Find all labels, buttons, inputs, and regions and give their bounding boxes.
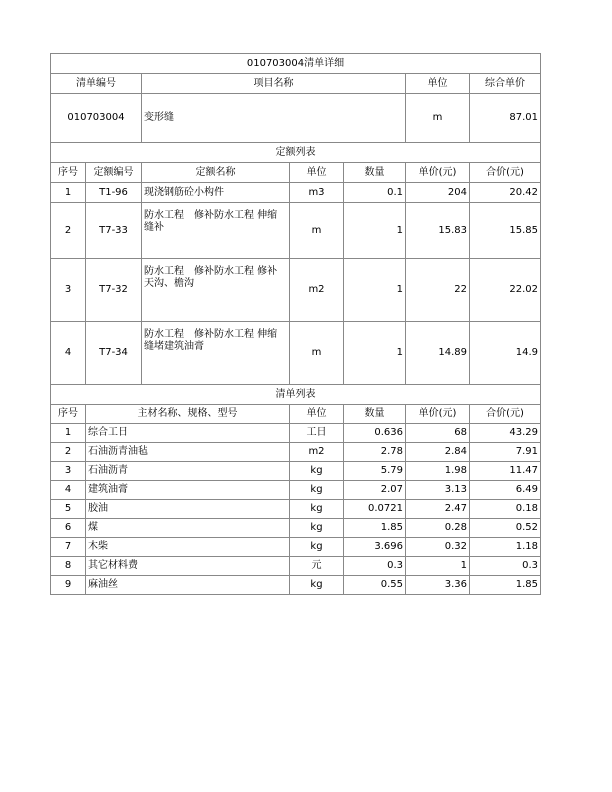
material-qty: 3.696 [344,538,406,557]
quota-name: 防水工程 修补防水工程 伸缩缝补 [142,203,290,259]
bill-name: 变形缝 [142,94,406,143]
quota-total: 20.42 [470,183,541,203]
quota-unit: m [290,203,344,259]
sheet-title: 010703004清单详细 [51,54,541,74]
quota-total-header: 合价(元) [470,163,541,183]
material-unit-price: 3.13 [406,481,470,500]
material-name: 石油沥青油毡 [86,443,290,462]
material-unit: kg [290,538,344,557]
material-name: 建筑油膏 [86,481,290,500]
quota-name-header: 定额名称 [142,163,290,183]
material-qty: 2.78 [344,443,406,462]
material-unit-header: 单位 [290,405,344,424]
material-unit: kg [290,576,344,595]
material-row [51,576,541,595]
material-unit: kg [290,500,344,519]
material-qty: 0.3 [344,557,406,576]
material-total-header: 合价(元) [470,405,541,424]
bill-code-header: 清单编号 [51,74,142,94]
material-seq: 4 [51,481,86,500]
material-qty: 2.07 [344,481,406,500]
material-name: 胶油 [86,500,290,519]
material-row [51,519,541,538]
bill-code: 010703004 [51,94,142,143]
material-seq: 6 [51,519,86,538]
quota-row [51,322,541,385]
material-row [51,481,541,500]
material-unit-price-header: 单价(元) [406,405,470,424]
quota-unit-price-header: 单价(元) [406,163,470,183]
quota-code: T7-32 [86,259,142,322]
material-row [51,462,541,481]
material-seq: 9 [51,576,86,595]
material-seq: 1 [51,424,86,443]
material-qty: 1.85 [344,519,406,538]
quota-seq: 2 [51,203,86,259]
quota-qty: 1 [344,259,406,322]
material-qty: 0.55 [344,576,406,595]
material-unit: m2 [290,443,344,462]
quota-unit-header: 单位 [290,163,344,183]
material-name-header: 主材名称、规格、型号 [86,405,290,424]
quota-total: 15.85 [470,203,541,259]
quota-row [51,259,541,322]
quota-name: 现浇钢筋砼小构件 [142,183,290,203]
material-total: 6.49 [470,481,541,500]
bill-unit-header: 单位 [406,74,470,94]
material-qty-header: 数量 [344,405,406,424]
quota-total: 14.9 [470,322,541,385]
bill-detail-table [50,53,541,595]
quota-section-title: 定额列表 [51,143,541,163]
material-total: 0.18 [470,500,541,519]
material-seq: 3 [51,462,86,481]
material-total: 43.29 [470,424,541,443]
material-total: 0.52 [470,519,541,538]
materials-header-row [51,405,541,424]
material-total: 1.85 [470,576,541,595]
quota-qty: 0.1 [344,183,406,203]
material-row [51,424,541,443]
quota-seq: 3 [51,259,86,322]
material-unit: kg [290,481,344,500]
material-unit: kg [290,519,344,538]
quota-seq: 1 [51,183,86,203]
material-unit-price: 3.36 [406,576,470,595]
material-unit-price: 1.98 [406,462,470,481]
quota-name: 防水工程 修补防水工程 伸缩缝堵建筑油膏 [142,322,290,385]
material-name: 其它材料费 [86,557,290,576]
material-row [51,500,541,519]
material-name: 石油沥青 [86,462,290,481]
material-unit: kg [290,462,344,481]
material-name: 木柴 [86,538,290,557]
bill-price-header: 综合单价 [470,74,541,94]
material-name: 麻油丝 [86,576,290,595]
material-row [51,557,541,576]
material-row [51,538,541,557]
material-name: 煤 [86,519,290,538]
quota-unit: m [290,322,344,385]
quota-total: 22.02 [470,259,541,322]
material-seq: 7 [51,538,86,557]
material-row [51,443,541,462]
quota-qty: 1 [344,322,406,385]
material-unit-price: 2.47 [406,500,470,519]
quota-unit: m3 [290,183,344,203]
material-qty: 5.79 [344,462,406,481]
bill-unit: m [406,94,470,143]
material-seq-header: 序号 [51,405,86,424]
quota-seq-header: 序号 [51,163,86,183]
quota-code: T1-96 [86,183,142,203]
material-name: 综合工日 [86,424,290,443]
bill-name-header: 项目名称 [142,74,406,94]
material-unit-price: 0.28 [406,519,470,538]
quota-name: 防水工程 修补防水工程 修补天沟、檐沟 [142,259,290,322]
quota-row [51,183,541,203]
quota-unit-price: 204 [406,183,470,203]
material-unit-price: 1 [406,557,470,576]
quota-header-row [51,163,541,183]
material-seq: 8 [51,557,86,576]
material-qty: 0.0721 [344,500,406,519]
quota-code: T7-34 [86,322,142,385]
material-unit-price: 0.32 [406,538,470,557]
quota-qty: 1 [344,203,406,259]
material-unit-price: 68 [406,424,470,443]
material-total: 0.3 [470,557,541,576]
material-unit: 工日 [290,424,344,443]
material-seq: 2 [51,443,86,462]
material-qty: 0.636 [344,424,406,443]
material-unit-price: 2.84 [406,443,470,462]
quota-unit: m2 [290,259,344,322]
quota-seq: 4 [51,322,86,385]
quota-row [51,203,541,259]
material-total: 11.47 [470,462,541,481]
quota-code-header: 定额编号 [86,163,142,183]
material-seq: 5 [51,500,86,519]
quota-code: T7-33 [86,203,142,259]
material-total: 7.91 [470,443,541,462]
quota-unit-price: 15.83 [406,203,470,259]
materials-section-title: 清单列表 [51,385,541,405]
quota-unit-price: 14.89 [406,322,470,385]
bill-price: 87.01 [470,94,541,143]
quota-qty-header: 数量 [344,163,406,183]
quota-unit-price: 22 [406,259,470,322]
material-unit: 元 [290,557,344,576]
material-total: 1.18 [470,538,541,557]
